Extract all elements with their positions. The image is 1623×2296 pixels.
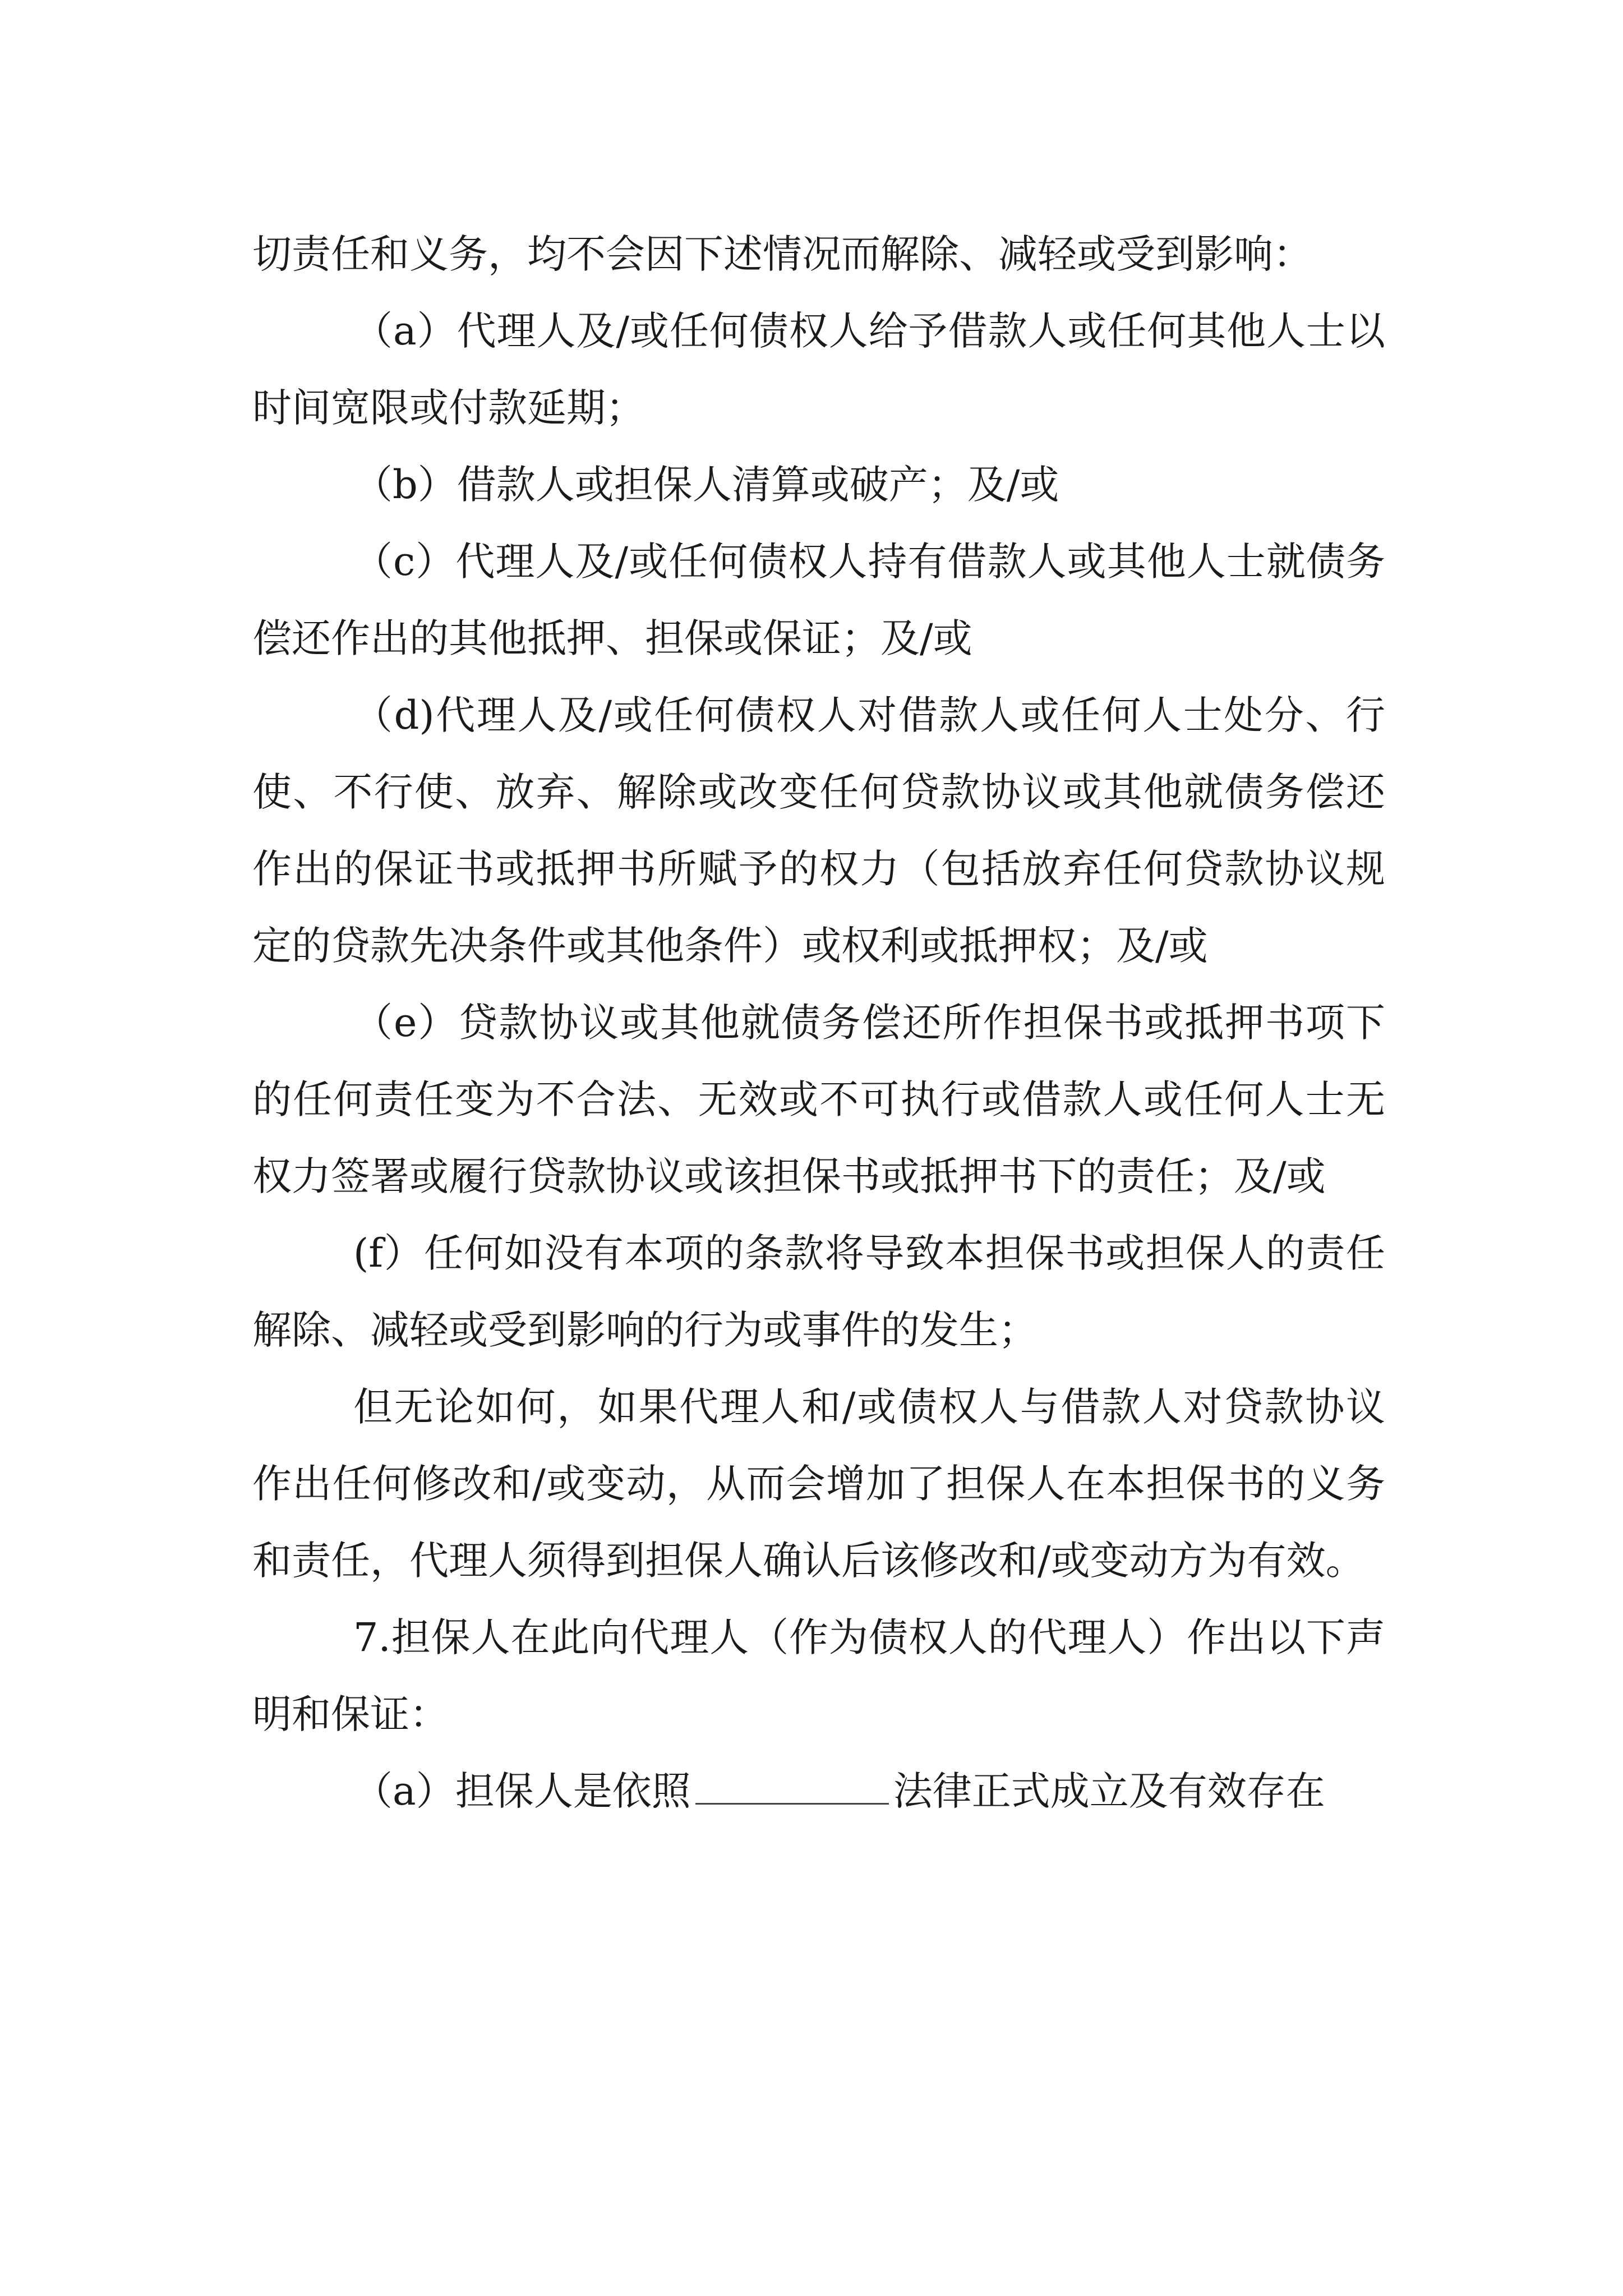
clause-c-other-security: （c）代理人及/或任何债权人持有借款人或其他人士就债务偿还作出的其他抵押、担保或保证；及/或 xyxy=(252,539,1385,661)
clause-a-time-extension: （a）代理人及/或任何债权人给予借款人或任何其他人士以时间宽限或付款延期； xyxy=(252,308,1385,431)
clause-7a xyxy=(252,1753,1385,1830)
jurisdiction-blank-field[interactable] xyxy=(695,1769,889,1805)
clause-7a-before-blank: （a）担保人是依照 xyxy=(353,1768,691,1814)
proviso-paragraph: 但无论如何，如果代理人和/或债权人与借款人对贷款协议作出任何修改和/或变动，从而会增加了担保人在本担保书的义务和责任，代理人须得到担保人确认后该修改和/或变动方为有效。 xyxy=(252,1384,1385,1584)
section-7-heading: 7.担保人在此向代理人（作为债权人的代理人）作出以下声明和保证： xyxy=(252,1614,1385,1737)
clause-7a-after-blank: 法律正式成立及有效存在 xyxy=(893,1768,1325,1814)
clause-b-liquidation: （b）借款人或担保人清算或破产；及/或 xyxy=(353,462,1059,508)
clause-d-exercise-of-rights: （d)代理人及/或任何债权人对借款人或任何人士处分、行使、不行使、放弃、解除或改变任何贷款协议或其他就债务偿还作出的保证书或抵押书所赋予的权力（包括放弃任何贷款协议规定的贷款先决条件或其他条件）或权利或抵押权；及/或 xyxy=(252,692,1385,969)
clause-e-invalidity: （e）贷款协议或其他就债务偿还所作担保书或抵押书项下的任何责任变为不合法、无效或不可执行或借款人或任何人士无权力签署或履行贷款协议或该担保书或抵押书下的责任；及/或 xyxy=(252,1000,1385,1199)
paragraph-continuation: 切责任和义务，均不会因下述情况而解除、减轻或受到影响： xyxy=(252,231,1312,277)
clause-f-other-events: (f）任何如没有本项的条款将导致本担保书或担保人的责任解除、减轻或受到影响的行为或事件的发生； xyxy=(252,1230,1385,1353)
document-page xyxy=(252,216,1385,1830)
